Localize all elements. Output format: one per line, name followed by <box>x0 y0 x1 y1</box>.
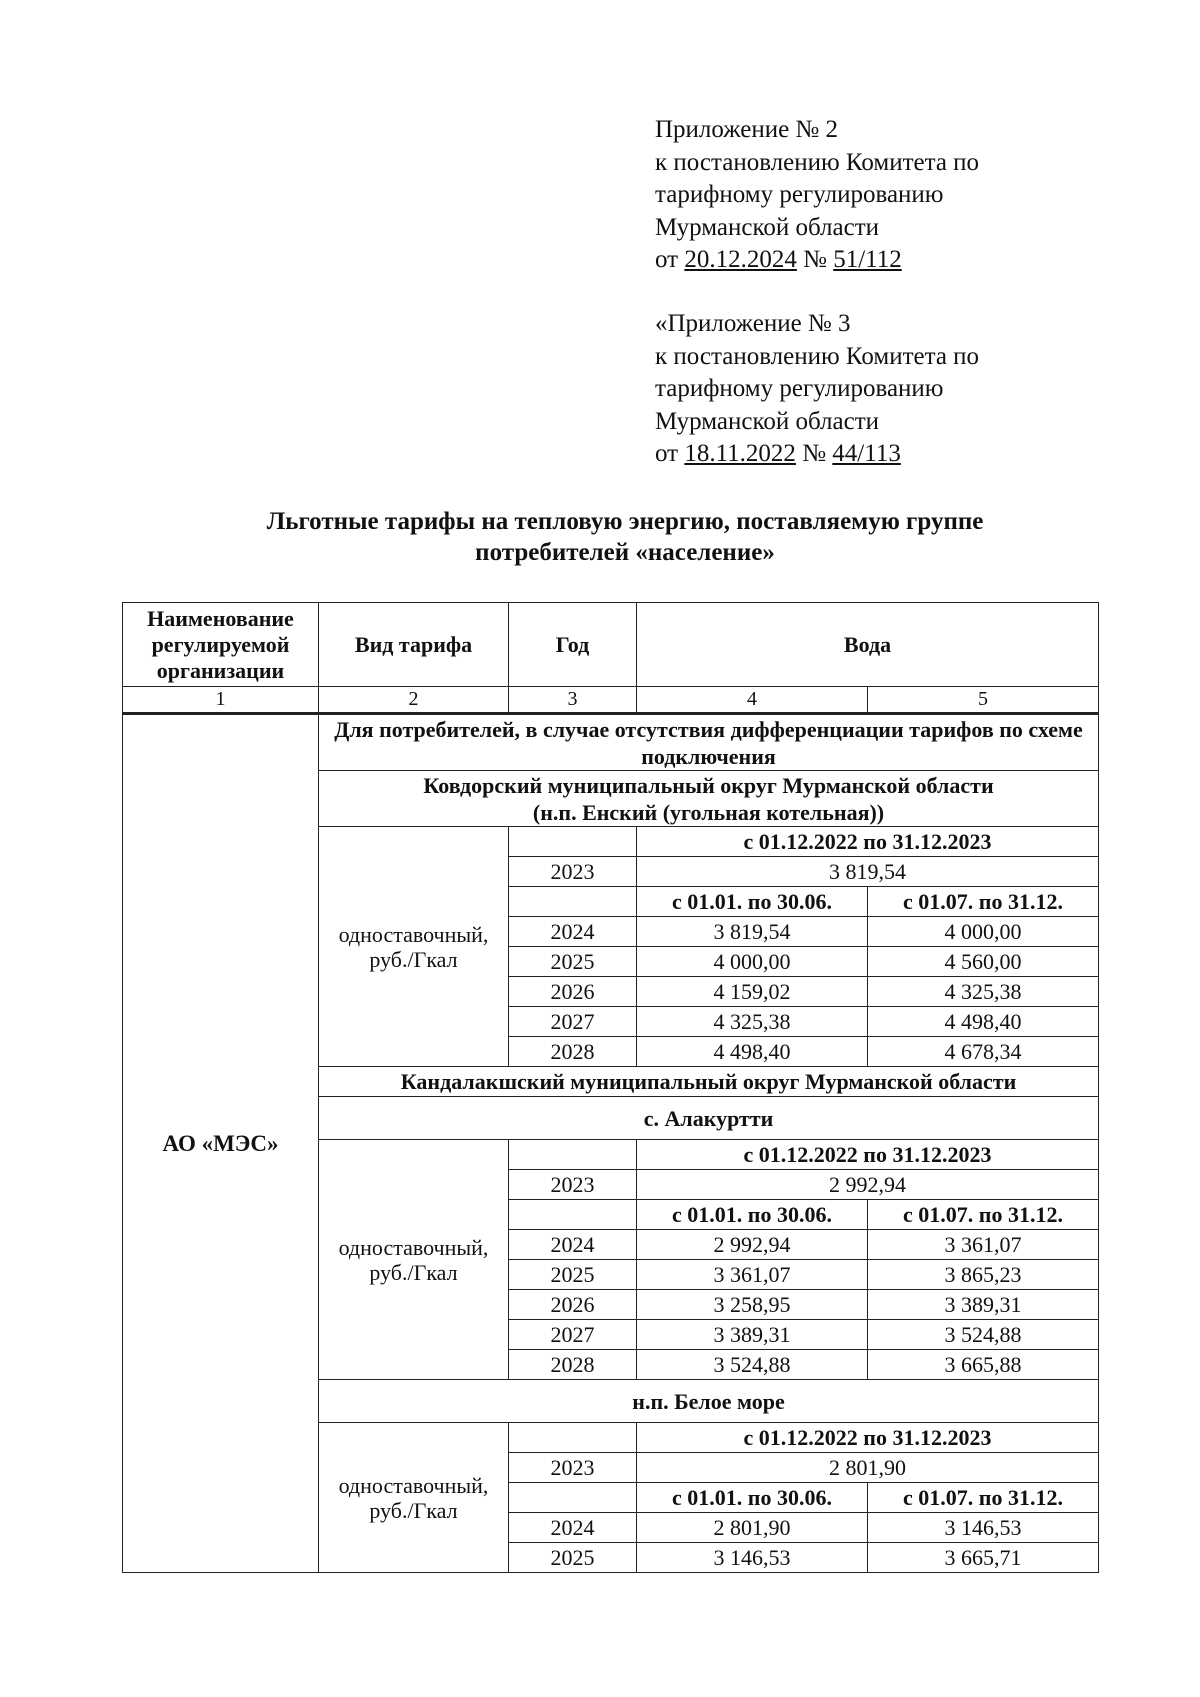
tariff-type-cell <box>319 1140 509 1380</box>
year-cell <box>509 887 637 917</box>
annex-line: тарифному регулированию <box>655 181 944 208</box>
value-cell: 2 992,94 <box>637 1170 1099 1200</box>
annex-number: 51/112 <box>833 246 902 273</box>
year-cell: 2024 <box>509 917 637 947</box>
period-full: с 01.12.2022 по 31.12.2023 <box>637 1140 1099 1170</box>
annex-number: 44/113 <box>832 440 901 467</box>
value-cell: 2 801,90 <box>637 1513 868 1543</box>
title-line: потребителей «население» <box>475 539 775 566</box>
header-org: Наименование регулируемой организации <box>123 603 319 687</box>
annex-line: Мурманской области <box>655 407 880 435</box>
annex-2-header <box>655 114 979 277</box>
annex-date: 20.12.2024 <box>684 246 797 273</box>
annex-line: тарифному регулированию <box>655 375 944 402</box>
year-cell: 2025 <box>509 1260 637 1290</box>
col-number: 2 <box>319 687 509 714</box>
value-cell: 2 992,94 <box>637 1230 868 1260</box>
col-number: 5 <box>868 687 1099 714</box>
year-cell: 2024 <box>509 1230 637 1260</box>
num-prefix: № <box>795 440 833 467</box>
value-cell: 3 524,88 <box>868 1320 1099 1350</box>
year-cell: 2027 <box>509 1320 637 1350</box>
col-number: 3 <box>509 687 637 714</box>
year-cell: 2025 <box>509 1543 637 1573</box>
title-line: Льготные тарифы на тепловую энергию, поставляемую группе <box>266 508 984 535</box>
tariff-label: одноставочный, <box>338 1472 489 1498</box>
section-beloe-more: н.п. Белое море <box>319 1380 1099 1423</box>
value-cell: 3 146,53 <box>637 1543 868 1573</box>
tariff-table <box>122 602 1099 1573</box>
value-cell: 3 819,54 <box>637 857 1099 887</box>
year-cell: 2023 <box>509 1170 637 1200</box>
value-cell: 3 258,95 <box>637 1290 868 1320</box>
header-water: Вода <box>637 603 1099 687</box>
annex-date: 18.11.2022 <box>684 440 796 467</box>
year-cell <box>509 1200 637 1230</box>
year-cell <box>509 1483 637 1513</box>
value-cell: 3 665,88 <box>868 1350 1099 1380</box>
section-alakurtti: с. Алакуртти <box>319 1097 1099 1140</box>
header-year: Год <box>509 603 637 687</box>
table-header-row <box>123 603 1099 687</box>
column-numbers-row <box>123 687 1099 714</box>
year-cell: 2026 <box>509 977 637 1007</box>
period-h1: с 01.01. по 30.06. <box>637 1200 868 1230</box>
period-h1: с 01.01. по 30.06. <box>637 887 868 917</box>
annex-date-line <box>655 244 979 277</box>
year-cell: 2023 <box>509 1453 637 1483</box>
value-cell: 3 865,23 <box>868 1260 1099 1290</box>
value-cell: 3 389,31 <box>868 1290 1099 1320</box>
period-h2: с 01.07. по 31.12. <box>868 887 1099 917</box>
section-title-line: (н.п. Енский (угольная котельная)) <box>532 799 885 825</box>
year-cell: 2028 <box>509 1037 637 1067</box>
value-cell: 3 665,71 <box>868 1543 1099 1573</box>
value-cell: 4 498,40 <box>637 1037 868 1067</box>
value-cell: 4 498,40 <box>868 1007 1099 1037</box>
annex-line: Приложение № 2 <box>655 116 839 143</box>
section-title-line: Ковдорский муниципальный округ Мурманской области <box>423 772 994 798</box>
period-h1: с 01.01. по 30.06. <box>637 1483 868 1513</box>
annex-line: «Приложение № 3 <box>655 310 851 337</box>
year-cell: 2028 <box>509 1350 637 1380</box>
value-cell: 4 159,02 <box>637 977 868 1007</box>
value-cell: 2 801,90 <box>637 1453 1099 1483</box>
tariff-unit: руб./Гкал <box>369 1497 458 1523</box>
tariff-label: одноставочный, <box>338 921 489 947</box>
value-cell: 3 361,07 <box>868 1230 1099 1260</box>
tariff-unit: руб./Гкал <box>369 946 458 972</box>
annex-line: к постановлению Комитета по <box>655 148 980 176</box>
value-cell: 4 000,00 <box>868 917 1099 947</box>
value-cell: 4 325,38 <box>637 1007 868 1037</box>
section-main: Для потребителей, в случае отсутствия дифференциации тарифов по схеме подключения <box>319 714 1099 771</box>
value-cell: 3 819,54 <box>637 917 868 947</box>
value-cell: 3 361,07 <box>637 1260 868 1290</box>
value-cell: 3 146,53 <box>868 1513 1099 1543</box>
value-cell: 4 560,00 <box>868 947 1099 977</box>
value-cell: 4 325,38 <box>868 977 1099 1007</box>
period-h2: с 01.07. по 31.12. <box>868 1483 1099 1513</box>
year-cell <box>509 1140 637 1170</box>
section-kandalaksha: Кандалакшский муниципальный округ Мурманской области <box>319 1067 1099 1097</box>
year-cell: 2023 <box>509 857 637 887</box>
year-cell <box>509 1423 637 1453</box>
col-number: 4 <box>637 687 868 714</box>
table-row <box>123 714 1099 771</box>
annex-date-line <box>655 438 979 471</box>
org-name: АО «МЭС» <box>123 714 319 1573</box>
period-full: с 01.12.2022 по 31.12.2023 <box>637 827 1099 857</box>
value-cell: 4 000,00 <box>637 947 868 977</box>
header-tariff-type: Вид тарифа <box>319 603 509 687</box>
year-cell <box>509 827 637 857</box>
tariff-type-cell <box>319 827 509 1067</box>
value-cell: 3 389,31 <box>637 1320 868 1350</box>
year-cell: 2027 <box>509 1007 637 1037</box>
section-kovdor <box>319 771 1099 827</box>
period-h2: с 01.07. по 31.12. <box>868 1200 1099 1230</box>
annex-3-header <box>655 308 979 471</box>
annex-line: Мурманской области <box>655 213 880 241</box>
col-number: 1 <box>123 687 319 714</box>
date-prefix: от <box>655 440 685 467</box>
tariff-label: одноставочный, <box>338 1234 489 1260</box>
document-title <box>130 506 1120 568</box>
tariff-type-cell <box>319 1423 509 1573</box>
date-prefix: от <box>655 246 685 273</box>
year-cell: 2024 <box>509 1513 637 1543</box>
tariff-unit: руб./Гкал <box>369 1259 458 1285</box>
period-full: с 01.12.2022 по 31.12.2023 <box>637 1423 1099 1453</box>
num-prefix: № <box>796 246 834 273</box>
annex-line: к постановлению Комитета по <box>655 342 980 370</box>
year-cell: 2025 <box>509 947 637 977</box>
value-cell: 3 524,88 <box>637 1350 868 1380</box>
year-cell: 2026 <box>509 1290 637 1320</box>
value-cell: 4 678,34 <box>868 1037 1099 1067</box>
